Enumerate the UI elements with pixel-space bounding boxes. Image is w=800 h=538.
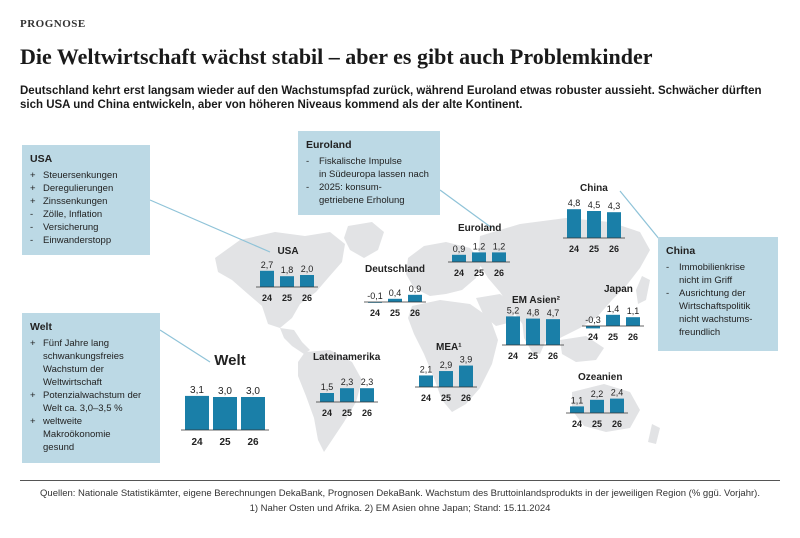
bullet-text: Einwanderstopp: [43, 235, 112, 246]
bullet-text: Deregulierungen: [43, 183, 114, 194]
china-value-label: 4,8: [567, 198, 581, 209]
lateinamerika-tick-label: 26: [361, 408, 373, 418]
em-asien-value-label: 4,7: [546, 308, 560, 319]
welt-bar: [241, 397, 265, 430]
bullet-mark: +: [30, 390, 36, 401]
map-new-zealand: [648, 424, 660, 444]
japan-value-label: 1,4: [606, 303, 620, 314]
bullet-text: Ausrichtung der Wirtschaftspolitik nicht wachstums- freundlich: [679, 288, 753, 338]
mea-bar: [439, 371, 453, 387]
bullet-item: [30, 195, 142, 208]
lateinamerika-value-label: 1,5: [320, 382, 334, 392]
china-chart-title: China: [580, 183, 608, 194]
welt-chart-title: Welt: [214, 352, 246, 369]
map-japan: [636, 276, 650, 304]
mea-tick-label: 25: [440, 393, 452, 403]
usa-tick-label: 25: [281, 293, 293, 303]
bullet-item: [30, 169, 142, 182]
lateinamerika-value-label: 2,3: [360, 377, 374, 388]
welt-value-label: 3,0: [218, 386, 232, 397]
em-asien-tick-label: 24: [507, 351, 519, 361]
china-info-box: [658, 237, 778, 351]
china-value-label: 4,3: [607, 201, 621, 212]
lateinamerika-bar: [360, 388, 374, 402]
usa-chart-title: USA: [277, 246, 299, 257]
bullet-text: Zölle, Inflation: [43, 209, 103, 220]
japan-bar: [606, 315, 620, 326]
euroland-chart: [448, 223, 510, 278]
bullet-mark: +: [30, 338, 36, 349]
bullet-mark: -: [30, 209, 34, 220]
lateinamerika-chart: [313, 352, 381, 418]
mea-tick-label: 24: [420, 393, 432, 403]
page-title: Die Weltwirtschaft wächst stabil – aber es gibt auch Problemkinder: [20, 44, 653, 69]
ozeanien-bar: [570, 406, 584, 413]
ozeanien-bar: [590, 400, 604, 413]
china-value-label: 4,5: [587, 200, 601, 210]
ozeanien-value-label: 2,2: [590, 388, 604, 399]
euroland-bar: [452, 255, 466, 262]
bullet-item: [666, 261, 770, 287]
bullet-mark: -: [666, 288, 670, 299]
bullet-text: Steuersenkungen: [43, 170, 118, 181]
euroland-box-list: [306, 155, 432, 207]
footer-sources: Quellen: Nationale Statistikämter, eigene Berechnungen DekaBank, Prognosen DekaBank. Wachstum des Bruttoinlandsprodukts in der jeweiligen Region (% ggü. Vorjahr).: [40, 488, 760, 499]
china-bar: [587, 211, 601, 238]
ozeanien-value-label: 1,1: [570, 395, 584, 406]
china-bar: [607, 212, 621, 238]
map-central-america: [280, 328, 310, 354]
euroland-tick-label: 24: [453, 268, 465, 278]
em-asien-tick-label: 26: [547, 351, 559, 361]
japan-value-label: -0,3: [585, 315, 601, 325]
bullet-item: [666, 287, 770, 339]
bullet-item: [30, 389, 152, 415]
bullet-mark: -: [30, 235, 34, 246]
mea-bar: [419, 375, 433, 387]
bullet-mark: +: [30, 416, 36, 427]
usa-box-list: [30, 169, 142, 247]
usa-value-label: 1,8: [280, 265, 294, 276]
bullet-text: 2025: konsum- getriebene Erholung: [319, 182, 405, 206]
bullet-item: [30, 221, 142, 234]
usa-tick-label: 24: [261, 293, 273, 303]
bullet-mark: -: [306, 182, 310, 193]
bullet-text: Immobilienkrise nicht im Griff: [679, 262, 745, 286]
deutschland-chart-title: Deutschland: [365, 264, 426, 275]
deutschland-tick-label: 25: [389, 308, 401, 318]
bullet-text: Zinssenkungen: [43, 196, 108, 207]
welt-chart: [181, 352, 269, 448]
china-chart: [563, 183, 625, 254]
welt-tick-label: 26: [247, 437, 259, 448]
mea-chart-title: MEA¹: [436, 342, 462, 353]
em-asien-chart: [502, 295, 564, 361]
japan-chart-title: Japan: [604, 284, 633, 295]
lateinamerika-tick-label: 25: [341, 408, 353, 418]
japan-tick-label: 25: [607, 332, 619, 342]
deutschland-tick-label: 24: [369, 308, 381, 318]
welt-tick-label: 25: [219, 437, 231, 448]
mea-bar: [459, 366, 473, 387]
euroland-bar: [472, 252, 486, 262]
deutschland-bar: [388, 299, 402, 302]
euroland-tick-label: 25: [473, 268, 485, 278]
em-asien-bar: [546, 319, 560, 345]
welt-value-label: 3,1: [190, 384, 204, 396]
mea-value-label: 2,9: [439, 360, 453, 371]
usa-leader: [150, 200, 270, 252]
bullet-text: Fünf Jahre lang schwankungsfreies Wachstum der Weltwirtschaft: [43, 338, 124, 388]
euroland-info-box: [298, 131, 440, 215]
ozeanien-bar: [610, 399, 624, 413]
bullet-item: [30, 208, 142, 221]
deutschland-value-label: 0,9: [408, 283, 422, 294]
lateinamerika-tick-label: 24: [321, 408, 333, 418]
china-tick-label: 24: [568, 244, 580, 254]
ozeanien-tick-label: 26: [611, 419, 623, 429]
china-tick-label: 25: [588, 244, 600, 254]
bullet-item: [306, 181, 432, 207]
mea-value-label: 2,1: [419, 364, 433, 375]
euroland-box-title: Euroland: [306, 139, 352, 151]
usa-bar: [300, 275, 314, 287]
deutschland-bar: [408, 295, 422, 302]
china-bar: [567, 209, 581, 238]
map-greenland: [344, 222, 384, 258]
bullet-mark: +: [30, 183, 36, 194]
usa-bar: [260, 271, 274, 287]
bullet-item: [306, 155, 432, 181]
lateinamerika-bar: [320, 393, 334, 402]
welt-box-list: [30, 337, 152, 454]
euroland-value-label: 1,2: [492, 241, 506, 252]
welt-info-box: [22, 313, 160, 463]
ozeanien-tick-label: 25: [591, 419, 603, 429]
welt-bar: [213, 397, 237, 430]
ozeanien-chart-title: Ozeanien: [578, 372, 623, 383]
em-asien-value-label: 4,8: [526, 307, 540, 318]
ozeanien-value-label: 2,4: [610, 387, 624, 398]
bullet-text: Fiskalische Impulse in Südeuropa lassen nach: [319, 156, 429, 180]
usa-value-label: 2,0: [300, 264, 314, 274]
em-asien-bar: [526, 319, 540, 345]
welt-value-label: 3,0: [246, 386, 260, 397]
euroland-value-label: 1,2: [472, 241, 486, 252]
china-box-title: China: [666, 245, 696, 257]
japan-bar: [626, 317, 640, 326]
usa-bar: [280, 276, 294, 287]
welt-box-title: Welt: [30, 321, 52, 333]
euroland-value-label: 0,9: [452, 243, 466, 254]
deutschland-value-label: -0,1: [367, 291, 383, 301]
usa-tick-label: 26: [301, 293, 313, 303]
bullet-text: weltweite Makroökonomie gesund: [43, 416, 111, 453]
lateinamerika-value-label: 2,3: [340, 377, 354, 388]
bullet-item: [30, 415, 152, 454]
bullet-item: [30, 234, 142, 247]
bullet-text: Versicherung: [43, 222, 99, 233]
euroland-chart-title: Euroland: [458, 223, 502, 234]
japan-value-label: 1,1: [626, 306, 640, 317]
japan-tick-label: 24: [587, 332, 599, 342]
footer-divider: [20, 480, 780, 481]
usa-value-label: 2,7: [260, 259, 274, 270]
euroland-bar: [492, 252, 506, 262]
welt-leader: [160, 330, 210, 362]
bullet-mark: +: [30, 196, 36, 207]
japan-tick-label: 26: [627, 332, 639, 342]
china-box-list: [666, 261, 770, 339]
bullet-text: Potenzialwachstum der Welt ca. 3,0–3,5 %: [43, 390, 142, 414]
china-tick-label: 26: [608, 244, 620, 254]
lateinamerika-chart-title: Lateinamerika: [313, 352, 381, 363]
welt-tick-label: 24: [191, 437, 203, 448]
em-asien-chart-title: EM Asien²: [512, 295, 560, 306]
bullet-mark: -: [30, 222, 34, 233]
deutschland-value-label: 0,4: [388, 287, 402, 298]
lateinamerika-bar: [340, 388, 354, 402]
euroland-tick-label: 26: [493, 268, 505, 278]
bullet-mark: -: [666, 262, 670, 273]
mea-value-label: 3,9: [459, 354, 473, 365]
kicker-label: PROGNOSE: [20, 18, 86, 30]
em-asien-bar: [506, 316, 520, 345]
bullet-mark: +: [30, 170, 36, 181]
ozeanien-chart: [566, 372, 628, 429]
mea-tick-label: 26: [460, 393, 472, 403]
usa-info-box: [22, 145, 150, 255]
bullet-item: [30, 337, 152, 389]
em-asien-value-label: 5,2: [506, 305, 520, 316]
deutschland-tick-label: 26: [409, 308, 421, 318]
bullet-item: [30, 182, 142, 195]
usa-box-title: USA: [30, 153, 53, 165]
deutschland-chart: [364, 264, 426, 318]
ozeanien-tick-label: 24: [571, 419, 583, 429]
em-asien-tick-label: 25: [527, 351, 539, 361]
welt-bar: [185, 396, 209, 430]
bullet-mark: -: [306, 156, 310, 167]
page-subtitle: Deutschland kehrt erst langsam wieder auf den Wachstumspfad zurück, während Euroland etwas robuster aussieht. Schwächer dürften sich USA und China entwickeln, aber von höheren Niveaus kommend als der alte Kontinent.: [20, 85, 762, 111]
footer-notes: 1) Naher Osten und Afrika. 2) EM Asien ohne Japan; Stand: 15.11.2024: [249, 503, 551, 514]
